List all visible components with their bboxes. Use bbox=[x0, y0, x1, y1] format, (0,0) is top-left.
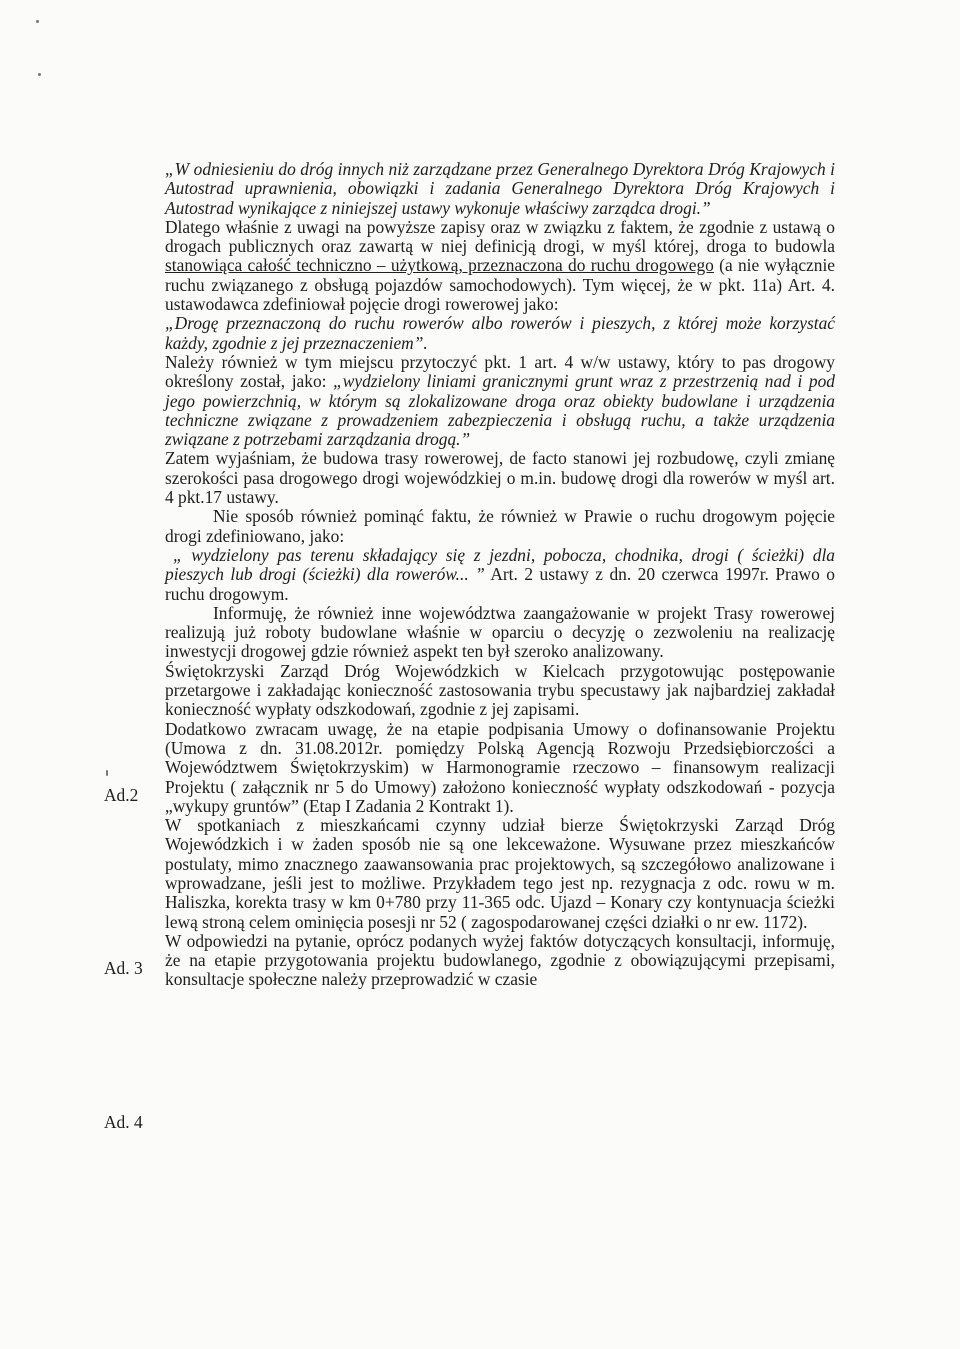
margin-mark-ad4: Ad. 4 bbox=[104, 1112, 143, 1132]
paragraph-ad4: W odpowiedzi na pytanie, oprócz podanych wyżej faktów dotyczących konsultacji, informuję, że na etapie przygotowania projektu budowlanego, zgodnie z obowiązującymi przepisami, konsultacje społeczne należy przeprowadzić w czasie bbox=[165, 930, 835, 990]
paragraph-ad2: Świętokrzyski Zarząd Dróg Wojewódzkich w Kielcach przygotowując postępowanie przetargowe i zakładając konieczność zastosowania trybu specustawy jak najbardziej zakładał konieczność wypłaty odszkodowań, zgodnie z jej zapisami. bbox=[165, 660, 835, 720]
paragraph-traffic-law-quote bbox=[165, 546, 835, 604]
margin-mark-ad3: Ad. 3 bbox=[104, 958, 143, 978]
paragraph-road-lane bbox=[165, 353, 835, 449]
underlined-definition: stanowiąca całość techniczno – użytkową, przeznaczona do ruchu drogowego bbox=[165, 255, 714, 276]
paragraph-other-regions: Informuję, że również inne województwa zaangażowanie w projekt Trasy rowerowej realizują już roboty budowlane właśnie w oparciu o decyzję o zezwoleniu na realizację inwestycji drogowej gdzie również aspekt ten był szeroko analizowany. bbox=[165, 602, 835, 662]
scan-speck bbox=[36, 20, 39, 23]
quote-paragraph-1: „W odniesieniu do dróg innych niż zarządzane przez Generalnego Dyrektora Dróg Krajowych i Autostrad uprawnienia, obowiązki i zadania Generalnego Dyrektora Dróg Krajowych i Autostrad wynikające z niniejszej ustawy wykonuje właściwy zarządca drogi.” bbox=[165, 159, 835, 218]
scan-speck bbox=[38, 73, 41, 76]
quote-inline: „wydzielony liniami granicznymi grunt wraz z przestrzenią nad i pod jego powierzchnią, w którym są zlokalizowane droga oraz obiekty budowlane i urządzenia techniczne związane z prowadzeniem zabezpieczenia i obsługą ruchu, a także urządzenia związane z potrzebami zarządzania drogą.” bbox=[165, 371, 835, 450]
text-run: (a nie wyłącznie ruchu związanego z obsługą pojazdów samochodowych). Tym więcej, że w pkt. 11a) Art. 4. ustawodawca zdefiniował pojęcie drogi rowerowej jako: bbox=[165, 255, 836, 315]
paragraph-conclusion: Zatem wyjaśniam, że budowa trasy rowerowej, de facto stanowi jej rozbudowę, czyli zmianę szerokości pasa drogowego drogi wojewódzkiej o m.in. budowę drogi dla rowerów w myśl art. 4 pkt.17 ustawy. bbox=[165, 448, 835, 508]
paragraph-cofinancing: Dodatkowo zwracam uwagę, że na etapie podpisania Umowy o dofinansowanie Projektu (Umowa z dn. 31.08.2012r. pomiędzy Polską Agencją Rozwoju Przedsiębiorczości a Województwem Świętokrzyskim) w Harmonogramie rzeczowo – finansowym realizacji Projektu ( załącznik nr 5 do Umowy) założono konieczność wypłaty odszkodowań - pozycja „wykupy gruntów” (Etap I Zadania 2 Kontrakt 1). bbox=[165, 718, 835, 816]
margin-mark-ad2: Ad.2 bbox=[104, 785, 139, 805]
paragraph-ad3: W spotkaniach z mieszkańcami czynny udział bierze Świętokrzyski Zarząd Dróg Wojewódzkich i w żaden sposób nie są one lekceważone. Wysuwane przez mieszkańców postulaty, mimo znacznego zaawansowania prac projektowych, są szczegółowo analizowane i wprowadzane, jeśli jest to możliwe. Przykładem tego jest np. rezygnacja z odc. rowu w m. Haliszka, korekta trasy w km 0+780 przy 11-365 odc. Ujazd – Konary czy kontynuacja ścieżki lewą stroną celem ominięcia posesji nr 52 ( zagospodarowanej części działki o nr ew. 1172). bbox=[165, 815, 835, 932]
scan-speck bbox=[106, 770, 108, 776]
text-run: Art. 2 ustawy z dn. 20 czerwca 1997r. Prawo o ruchu drogowym. bbox=[165, 564, 835, 604]
text-run: Dlatego właśnie z uwagi na powyższe zapisy oraz w związku z faktem, że zgodnie z ustawą o drogach publicznych oraz zawartą w niej definicją drogi, w myśl której, droga to budowla bbox=[165, 216, 835, 257]
letter-body bbox=[165, 160, 835, 990]
paragraph-traffic-law: Nie sposób również pominąć faktu, że również w Prawie o ruchu drogowym pojęcie drogi zdefiniowano, jako: bbox=[165, 506, 835, 546]
quote-inline: „ wydzielony pas terenu składający się z jezdni, pobocza, chodnika, drogi ( ścieżki) dla pieszych lub drogi (ścieżki) dla rowerów... ” bbox=[165, 544, 835, 585]
paragraph-road-definition bbox=[165, 218, 835, 314]
quote-paragraph-2: „Drogę przeznaczoną do ruchu rowerów albo rowerów i pieszych, z której może korzystać każdy, zgodnie z jej przeznaczeniem”. bbox=[165, 313, 835, 353]
text-run: Należy również w tym miejscu przytoczyć pkt. 1 art. 4 w/w ustawy, który to pas drogowy określony został, jako: bbox=[165, 351, 835, 392]
